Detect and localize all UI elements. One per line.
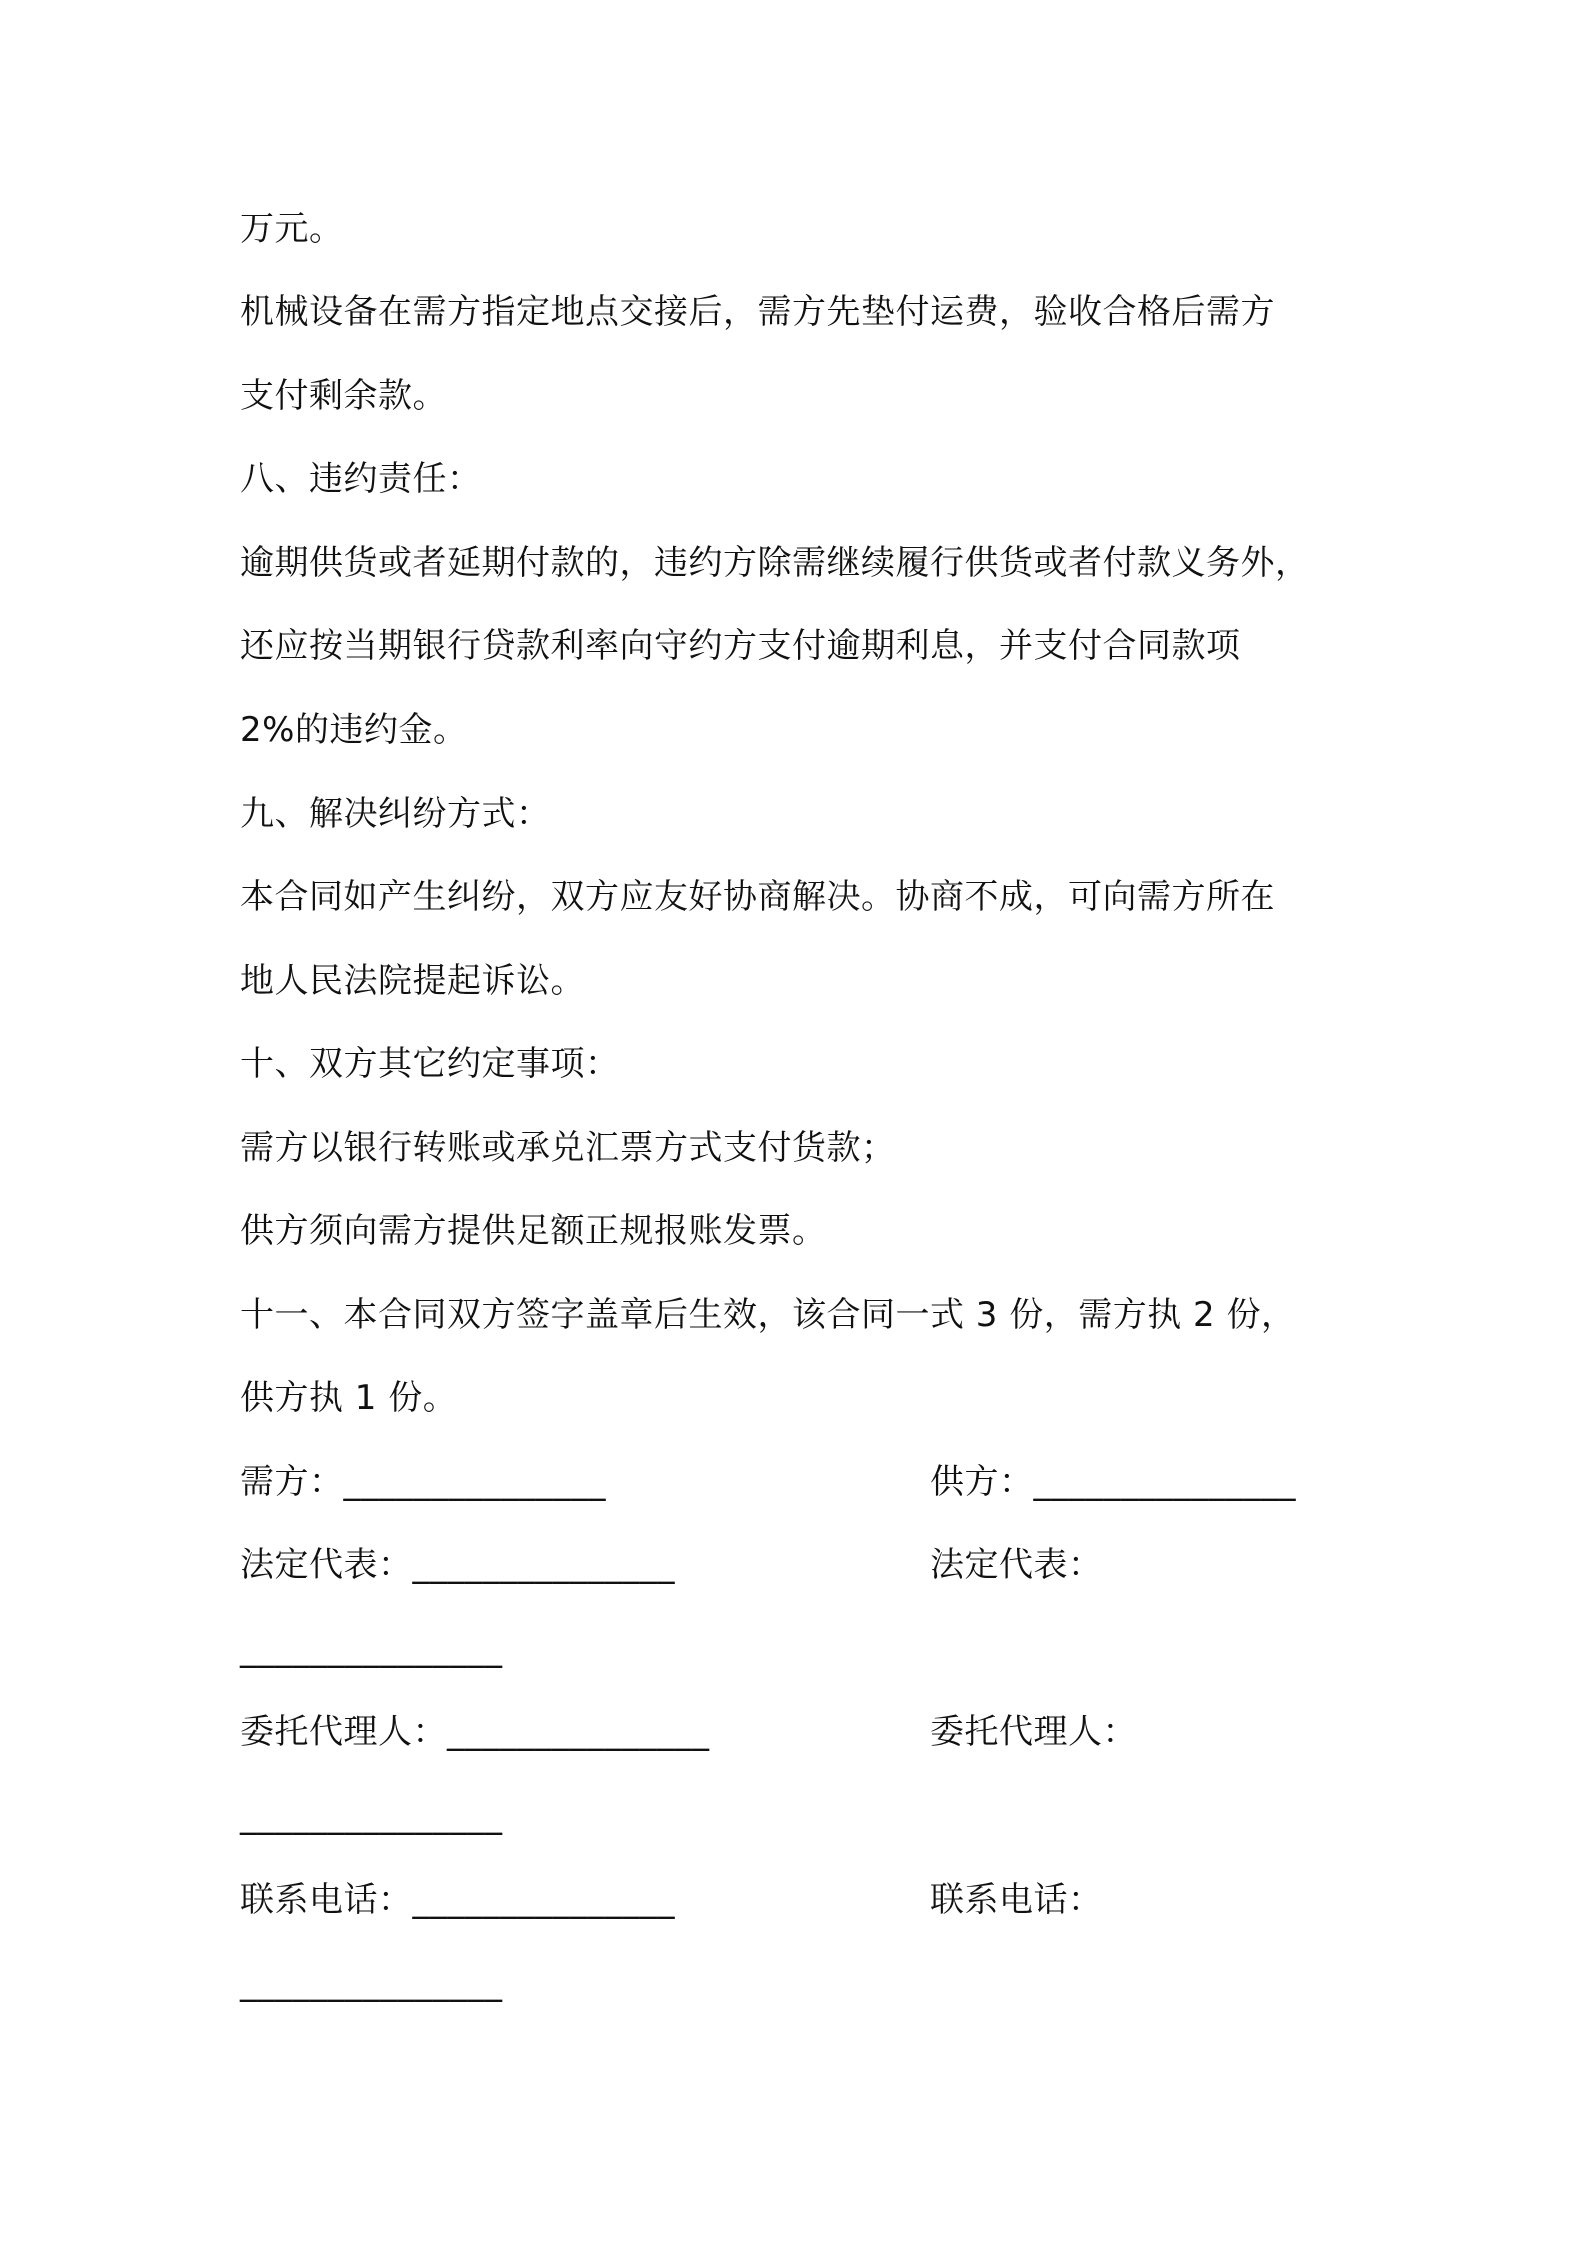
paragraph-line: 万元。 <box>240 209 344 249</box>
paragraph-line: 供方须向需方提供足额正规报账发票。 <box>240 1211 827 1251</box>
supplier-representative-label: 法定代表： <box>930 1545 1103 1585</box>
supplier-phone-label: 联系电话： <box>930 1880 1103 1920</box>
paragraph-line: 支付剩余款。 <box>240 376 447 416</box>
paragraph-line: 十一、本合同双方签字盖章后生效，该合同一式 3 份，需方执 2 份， <box>240 1295 1296 1335</box>
paragraph-line: 机械设备在需方指定地点交接后，需方先垫付运费，验收合格后需方 <box>240 292 1275 332</box>
paragraph-line: 需方以银行转账或承兑汇票方式支付货款； <box>240 1128 896 1168</box>
paragraph-line: 2%的违约金。 <box>240 710 468 750</box>
supplier-signature-line: 供方：_______________ <box>930 1462 1296 1502</box>
section-heading-other: 十、双方其它约定事项： <box>240 1044 620 1084</box>
paragraph-line: 地人民法院提起诉讼。 <box>240 961 585 1001</box>
buyer-agent-line: 委托代理人：_______________ <box>240 1712 710 1752</box>
representative-blank-line: _______________ <box>240 1629 503 1669</box>
section-heading-dispute: 九、解决纠纷方式： <box>240 794 551 834</box>
paragraph-line: 还应按当期银行贷款利率向守约方支付逾期利息，并支付合同款项 <box>240 626 1241 666</box>
buyer-signature-line: 需方：_______________ <box>240 1462 606 1502</box>
buyer-phone-line: 联系电话：_______________ <box>240 1880 675 1920</box>
supplier-agent-label: 委托代理人： <box>930 1712 1137 1752</box>
section-heading-breach: 八、违约责任： <box>240 459 482 499</box>
phone-blank-line: _______________ <box>240 1963 503 2003</box>
paragraph-line: 本合同如产生纠纷，双方应友好协商解决。协商不成，可向需方所在 <box>240 877 1275 917</box>
paragraph-line: 供方执 1 份。 <box>240 1378 458 1418</box>
paragraph-line: 逾期供货或者延期付款的，违约方除需继续履行供货或者付款义务外， <box>240 543 1310 583</box>
agent-blank-line: _______________ <box>240 1796 503 1836</box>
buyer-representative-line: 法定代表：_______________ <box>240 1545 675 1585</box>
